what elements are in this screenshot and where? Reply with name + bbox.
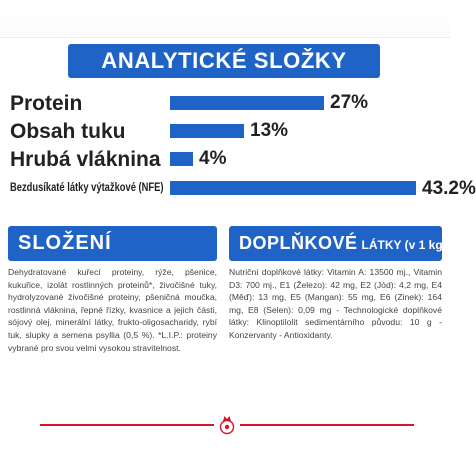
royal-canin-crown-icon bbox=[220, 413, 234, 435]
top-band bbox=[0, 0, 450, 38]
composition-header bbox=[8, 226, 217, 261]
chart-value-nfe: 43.2% bbox=[422, 178, 476, 199]
page-title: ANALYTICKÉ SLOŽKY bbox=[68, 44, 380, 78]
additives-title: DOPLŇKOVÉ bbox=[239, 233, 358, 253]
composition-title: SLOŽENÍ bbox=[18, 232, 112, 254]
chart-bar-fiber bbox=[170, 152, 193, 166]
chart-bar-fat bbox=[170, 124, 244, 138]
composition-text: Dehydratované kuřecí proteiny, rýže, pšenice, kukuřice, izolát rostlinných proteinů*, živočišné tuky, hydrolyzované živočišné proteiny, pšeničná moučka, rostlinná vláknina, řepné řízky, kvasnice a jejich části, sójový olej, minerální látky, frukto-oligosacharidy, rybí tuk, slupky a semena psyllia (0,5 %). *L.I.P.: proteiny vybrané pro svou velmi vysokou stravitelnost. bbox=[8, 267, 217, 353]
chart-bar-protein bbox=[170, 96, 324, 110]
chart-value-protein: 27% bbox=[330, 92, 369, 113]
additives-header bbox=[229, 226, 447, 261]
chart-label-nfe: Bezdusíkaté látky výtažkové (NFE) bbox=[10, 180, 164, 194]
footer-line-right bbox=[240, 424, 414, 426]
additives-text: Nutriční doplňkové látky: Vitamin A: 13500 mj., Vitamin D3: 700 mj., E1 (Železo): 42 mg, E2 (Jód): 4,2 mg, E4 (Měď): 13 mg, E5 (Mangan): 55 mg, E6 (Zinek): 164 mg, E8 (Selen): 0,09 mg - Technologické doplňkové látky: Klinoptilolit sedimentárního původu: 10 g - Konzervanty - Antioxidanty. bbox=[229, 267, 442, 340]
chart-bar-nfe bbox=[170, 181, 416, 195]
footer-line-left bbox=[40, 424, 214, 426]
chart-label-protein: Protein bbox=[10, 92, 83, 115]
additives-title-suffix: LÁTKY (v 1 kg) bbox=[361, 238, 447, 252]
chart-label-fat: Obsah tuku bbox=[10, 120, 126, 143]
chart-label-fiber: Hrubá vláknina bbox=[10, 148, 161, 171]
chart-value-fiber: 4% bbox=[199, 148, 227, 169]
chart-value-fat: 13% bbox=[250, 120, 289, 141]
